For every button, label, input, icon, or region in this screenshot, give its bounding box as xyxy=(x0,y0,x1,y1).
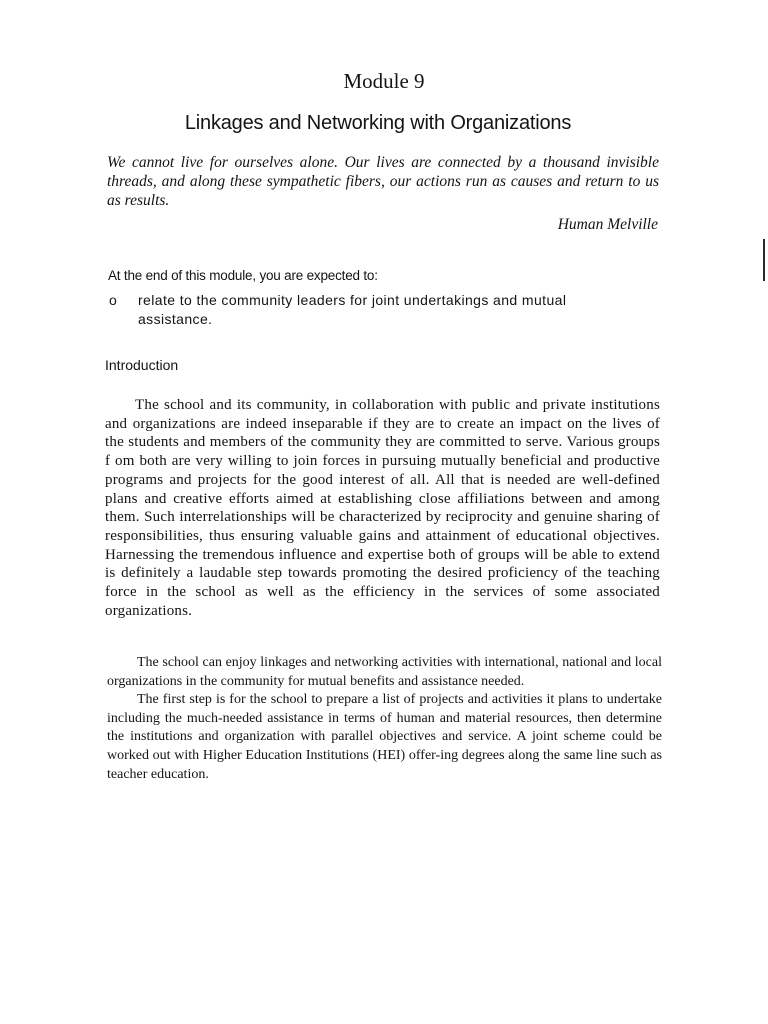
objective-item xyxy=(108,291,628,329)
introduction-paragraph-3: The first step is for the school to prepare a list of projects and activities it plans to undertake including the much-needed assistance in terms of human and material resources, then determine the institutions and organization with parallel objectives and service. A joint scheme could be worked out with Higher Education Institutions (HEI) offer-ing degrees along the same line such as teacher education. xyxy=(107,692,662,782)
module-title: Module 9 xyxy=(343,69,425,93)
introduction-paragraph-2: The school can enjoy linkages and networking activities with international, national and local organizations in the community for mutual benefits and assistance needed. xyxy=(107,655,662,689)
epigraph-author: Human Melville xyxy=(557,216,658,233)
introduction-paragraph-1: The school and its community, in collaboration with public and private institutions and organizations are indeed inseparable if they are to create an impact on the lives of the students and members of the community they are committed to serve. Various groups f om both are very willing to join forces in pursuing mutually beneficial and productive programs and projects for the good interest of all. All that is needed are well-defined plans and creative efforts aimed at establishing close affiliations between and among them. Such interrelationships will be characterized by reciprocity and genuine sharing of responsibilities, thus ensuring valuable gains and attainment of educational objectives. Harnessing the tremendous influence and expertise both of groups will be able to extend is definitely a laudable step towards promoting the desired proficiency of the teaching force in the school as well as the efficiency in the services of some associated organizations. xyxy=(105,397,660,619)
epigraph-quote: We cannot live for ourselves alone. Our lives are connected by a thousand invisible threads, and along these sympathetic fibers, our actions run as causes and return to us as results. xyxy=(107,154,659,209)
module-subtitle: Linkages and Networking with Organizations xyxy=(184,112,572,134)
objectives-list xyxy=(108,291,628,329)
page-edge-mark xyxy=(763,239,765,281)
circle-bullet-icon: o xyxy=(109,292,118,308)
objectives-lead: At the end of this module, you are expected to: xyxy=(108,268,378,283)
objective-text: relate to the community leaders for joint undertakings and mutual assistance. xyxy=(138,292,567,327)
introduction-heading: Introduction xyxy=(105,357,179,373)
